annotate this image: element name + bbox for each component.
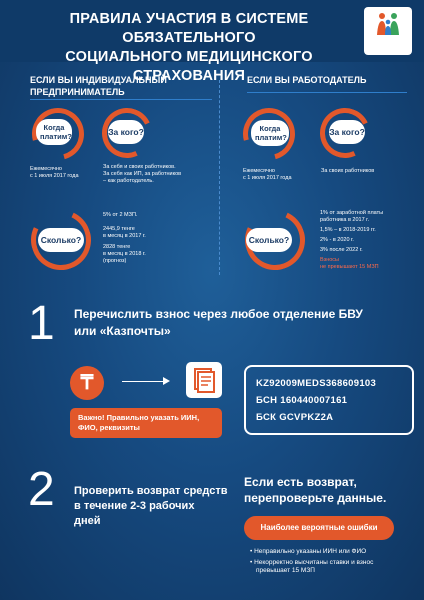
right-when-label-1: Когда <box>259 124 281 133</box>
right-amount-bubble: Сколько? <box>246 228 292 252</box>
step-2-left-text <box>74 484 234 529</box>
family-icon <box>374 11 402 37</box>
list-item: • Неправильно указаны ИИН или ФИО <box>250 548 367 555</box>
step-2-right-line-2: перепроверьте данные. <box>244 491 387 505</box>
bin-text: БСН 160440007161 <box>256 395 348 406</box>
left-heading-line-2: ПРЕДПРИНИМАТЕЛЬ <box>30 87 125 97</box>
left-amount-2a: 2445,9 тенге <box>103 226 135 232</box>
right-whom-bubble: За кого? <box>329 120 365 144</box>
arrow-line <box>122 381 168 382</box>
fund-logo <box>364 7 412 55</box>
left-whom-text-2: За себя как ИП, за работников <box>103 171 182 177</box>
right-when-text-2: с 1 июля 2017 года <box>243 175 292 181</box>
left-when-label-2: платим? <box>40 132 72 141</box>
left-whom-bubble: За кого? <box>108 120 144 144</box>
title-line-2: СОЦИАЛЬНОГО МЕДИЦИНСКОГО СТРАХОВАНИЯ <box>65 49 313 84</box>
common-errors-button: Наиболее вероятные ошибки <box>244 516 394 540</box>
warning-line-2: ФИО, реквизиты <box>78 423 140 432</box>
left-amount-3c: (прогноз) <box>103 258 127 264</box>
left-whom-text-3: – как работодатель. <box>103 178 154 184</box>
right-rate-4: 3% после 2022 г. <box>320 247 363 253</box>
right-heading-underline <box>247 92 407 93</box>
left-amount-3a: 2828 тенге <box>103 244 131 250</box>
left-when-text <box>30 166 100 180</box>
right-rate-1a: 1% от заработной платы <box>320 210 384 216</box>
left-section-heading <box>30 74 200 98</box>
step-1-text-line-1: Перечислить взнос через любое отделение БВУ <box>74 307 363 321</box>
left-when-label-1: Когда <box>43 123 65 132</box>
right-rate-3: 2% - в 2020 г. <box>320 237 354 243</box>
right-section-heading: ЕСЛИ ВЫ РАБОТОДАТЕЛЬ <box>247 75 367 85</box>
left-amount-bubble: Сколько? <box>38 228 84 252</box>
left-amount-text <box>103 212 203 265</box>
right-when-label-2: платим? <box>255 133 287 142</box>
right-when-text <box>243 168 313 182</box>
right-when-bubble <box>251 120 289 146</box>
step-2-left-line-3: дней <box>74 515 101 527</box>
left-heading-underline <box>30 99 212 100</box>
iban-text: KZ92009MEDS368609103 <box>256 378 377 389</box>
left-when-text-1: Ежемесячно <box>30 166 62 172</box>
step-1-number: 1 <box>28 297 55 350</box>
left-amount-1: 5% от 2 МЗП. <box>103 212 138 218</box>
right-note-1: Взносы <box>320 257 339 263</box>
step-1-text <box>74 306 414 340</box>
left-whom-text-1: За себя и своих работников. <box>103 164 176 170</box>
left-whom-text <box>103 164 213 185</box>
left-amount-3b: в месяц в 2018 г. <box>103 251 146 257</box>
list-item <box>250 559 410 576</box>
right-note-2: не превышают 15 МЗП <box>320 264 379 270</box>
right-rate-2: 1,5% – в 2018-2019 гг. <box>320 227 376 233</box>
title-line-1: ПРАВИЛА УЧАСТИЯ В СИСТЕМЕ ОБЯЗАТЕЛЬНОГО <box>69 11 309 46</box>
step-2-left-line-1: Проверить возврат средств <box>74 485 228 497</box>
warning-box <box>70 408 222 438</box>
right-rate-1b: работника в 2017 г. <box>320 217 370 223</box>
payment-details-box <box>244 365 414 435</box>
list-item-line-2: превышает 15 МЗП <box>256 567 315 574</box>
step-2-number: 2 <box>28 463 55 516</box>
tenge-icon: ₸ <box>70 366 104 400</box>
document-icon <box>186 362 222 398</box>
bic-text: БСК GCVPKZ2A <box>256 412 334 423</box>
left-when-bubble <box>36 119 72 145</box>
section-divider <box>219 80 220 275</box>
errors-list <box>250 548 410 578</box>
step-2-left-line-2: в течение 2-3 рабочих <box>74 500 195 512</box>
right-amount-text <box>320 210 416 271</box>
right-whom-text: За своих работников <box>321 168 375 174</box>
left-heading-line-1: ЕСЛИ ВЫ ИНДИВИДУАЛЬНЫЙ <box>30 75 167 85</box>
step-2-right-text <box>244 474 414 506</box>
arrow-right-icon <box>163 377 170 385</box>
warning-line-1: Важно! Правильно указать ИИН, <box>78 413 200 422</box>
left-amount-2b: в месяц в 2017 г. <box>103 233 146 239</box>
left-when-text-2: с 1 июля 2017 года <box>30 173 79 179</box>
right-when-text-1: Ежемесячно <box>243 168 275 174</box>
list-item-line-1: • Некорректно высчитаны ставки и взнос <box>250 558 374 566</box>
step-2-right-line-1: Если есть возврат, <box>244 475 357 489</box>
step-1-text-line-2: или «Казпочты» <box>74 324 171 338</box>
